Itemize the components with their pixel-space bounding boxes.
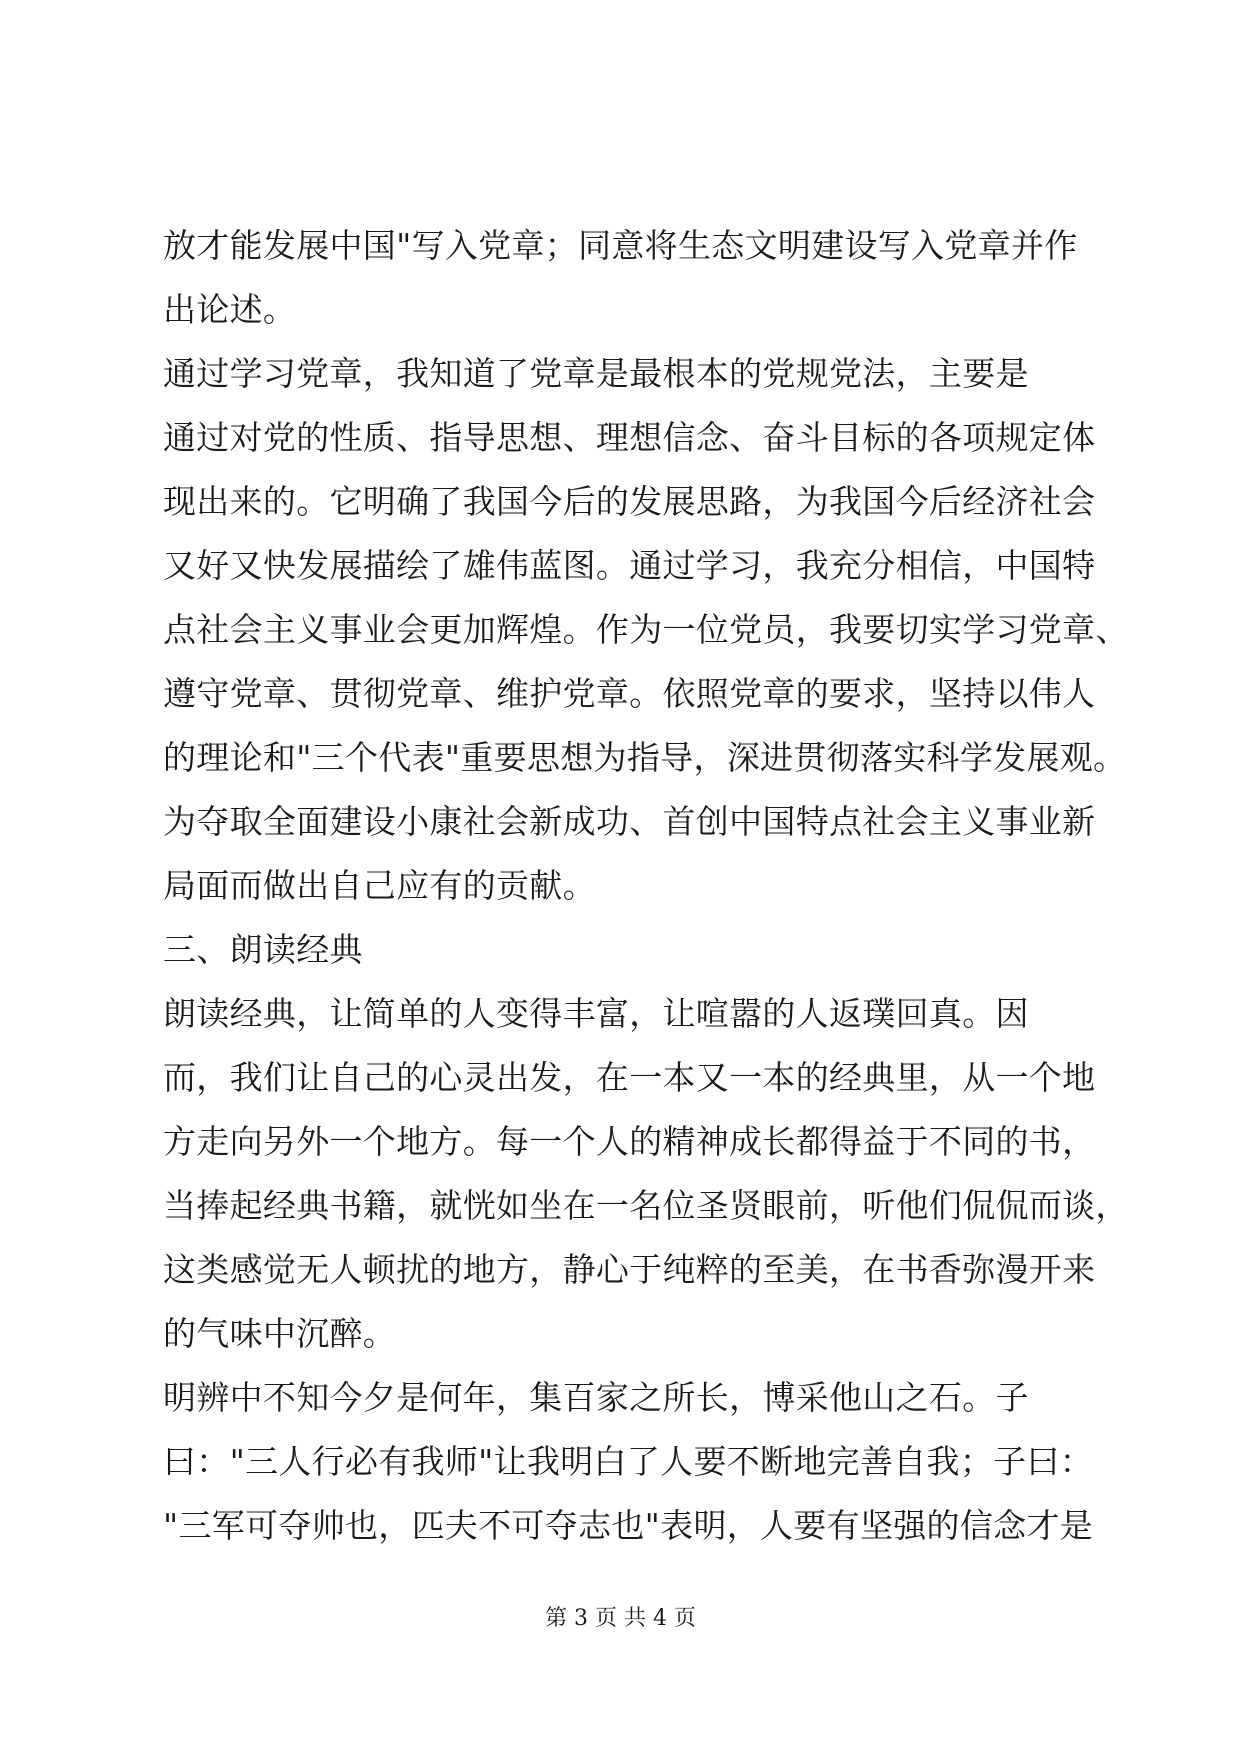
text-line: 为夺取全面建设小康社会新成功、首创中国特点社会主义事业新 bbox=[163, 802, 1096, 841]
text-line: 放才能发展中国"写入党章；同意将生态文明建设写入党章并作 bbox=[163, 226, 1078, 265]
text-line: 点社会主义事业会更加辉煌。作为一位党员，我要切实学习党章、 bbox=[163, 610, 1129, 649]
text-line: 又好又快发展描绘了雄伟蓝图。通过学习，我充分相信，中国特 bbox=[163, 546, 1096, 585]
text-line: 通过对党的性质、指导思想、理想信念、奋斗目标的各项规定体 bbox=[163, 418, 1096, 457]
text-line: 而，我们让自己的心灵出发，在一本又一本的经典里，从一个地 bbox=[163, 1058, 1096, 1097]
text-line: 当捧起经典书籍，就恍如坐在一名位圣贤眼前，听他们侃侃而谈， bbox=[163, 1186, 1129, 1225]
text-line: 局面而做出自己应有的贡献。 bbox=[163, 866, 596, 905]
text-line: 明辨中不知今夕是何年，集百家之所长，博采他山之石。子 bbox=[163, 1378, 1029, 1417]
text-line: 朗读经典，让简单的人变得丰富，让喧嚣的人返璞回真。因 bbox=[163, 994, 1029, 1033]
text-line: 这类感觉无人顿扰的地方，静心于纯粹的至美，在书香弥漫开来 bbox=[163, 1250, 1096, 1289]
text-line: 遵守党章、贯彻党章、维护党章。依照党章的要求，坚持以伟人 bbox=[163, 674, 1096, 713]
text-line: 曰："三人行必有我师"让我明白了人要不断地完善自我；子曰： bbox=[163, 1442, 1094, 1481]
text-line: "三军可夺帅也，匹夫不可夺志也"表明，人要有坚强的信念才是 bbox=[163, 1506, 1094, 1545]
section-heading: 三、朗读经典 bbox=[163, 930, 363, 969]
text-line: 通过学习党章，我知道了党章是最根本的党规党法，主要是 bbox=[163, 354, 1029, 393]
text-line: 的理论和"三个代表"重要思想为指导，深进贯彻落实科学发展观。 bbox=[163, 738, 1127, 777]
text-line: 方走向另外一个地方。每一个人的精神成长都得益于不同的书， bbox=[163, 1122, 1096, 1161]
text-line: 的气味中沉醉。 bbox=[163, 1314, 397, 1353]
page-number-footer: 第 3 页 共 4 页 bbox=[545, 1606, 696, 1631]
text-line: 出论述。 bbox=[163, 290, 297, 329]
text-line: 现出来的。它明确了我国今后的发展思路，为我国今后经济社会 bbox=[163, 482, 1096, 521]
